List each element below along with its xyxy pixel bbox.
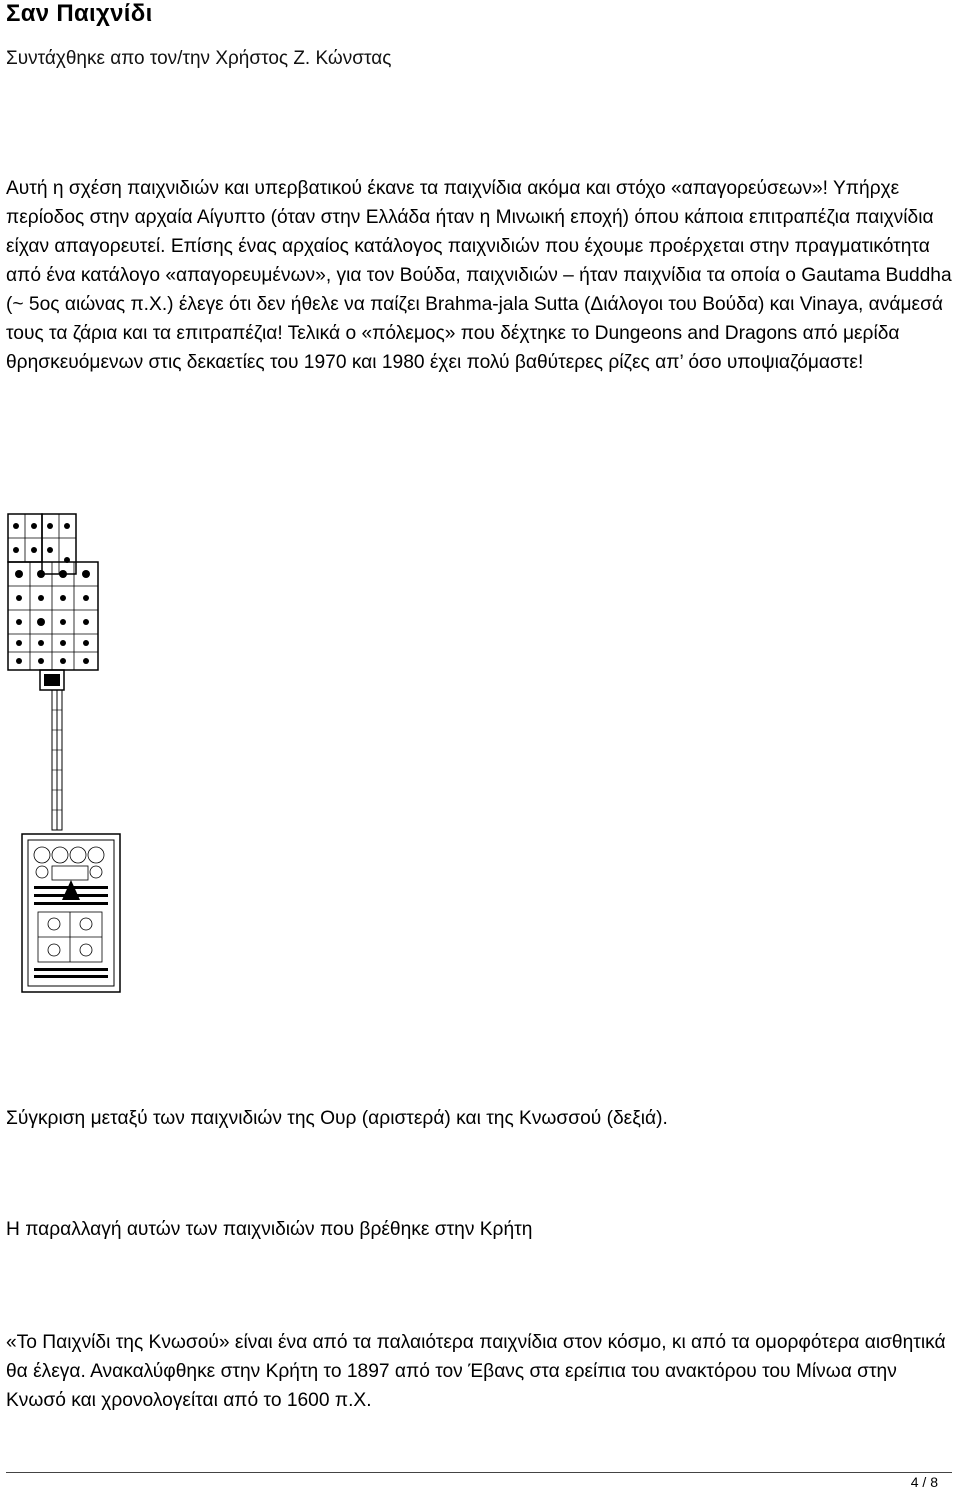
page-number: 4 / 8 — [910, 1474, 938, 1490]
paragraph-prohibitions: Αυτή η σχέση παιχνιδιών και υπερβατικού έκανε τα παιχνίδια ακόμα και στόχο «απαγορεύσεων»! Υπήρχε περίοδος στην αρχαία Αίγυπτο (όταν στην Ελλάδα ήταν η Μινωική εποχή) όπου κάποια επιτραπέζια παιχνίδια είχαν απαγορευτεί. Επίσης ένας αρχαίος κατάλογος παιχνιδιών που έχουμε προέρχεται στην πραγματικότητα από ένα κατάλογο «απαγορευμένων», για τον Βούδα, παιχνιδιών – ήταν παιχνίδια τα οποία ο Gautama Buddha (~ 5ος αιώνας π.Χ.) έλεγε ότι δεν ήθελε να παίζει Brahma-jala Sutta (Διάλογοι του Βούδα) και Vinaya, ανάμεσά τους τα ζάρια και τα επιτραπέζια! Τελικά ο «πόλεμος» που δέχτηκε το Dungeons and Dragons από μερίδα θρησκευόμενων στις δεκαετίες του 1970 και 1980 έχει πολύ βαθύτερες ρίζες απ’ όσο υποψιαζόμαστε! — [6, 178, 952, 373]
ur-board-illustration — [8, 514, 98, 690]
game-stick-illustration — [52, 690, 62, 830]
caption-comparison: Σύγκριση μεταξύ των παιχνιδιών της Ουρ (αριστερά) και της Κνωσσού (δεξιά). — [6, 1108, 668, 1129]
knossos-board-illustration — [22, 834, 120, 992]
footer-divider — [6, 1472, 952, 1473]
document-title: Σαν Παιχνίδι — [6, 0, 153, 27]
caption-crete-variant: Η παραλλαγή αυτών των παιχνιδιών που βρέθηκε στην Κρήτη — [6, 1219, 533, 1240]
board-illustrations — [0, 500, 200, 1000]
author-line: Συντάχθηκε απο τον/την Χρήστος Ζ. Κώνστας — [6, 48, 392, 69]
paragraph-knossos-game: «Το Παιχνίδι της Κνωσού» είναι ένα από τα παλαιότερα παιχνίδια στον κόσμο, κι από τα ομορφότερα αισθητικά θα έλεγα. Ανακαλύφθηκε στην Κρήτη το 1897 από τον Έβανς στα ερείπια του ανακτόρου του Μίνωα στην Κνωσό και χρονολογείται από το 1600 π.Χ. — [6, 1332, 946, 1411]
